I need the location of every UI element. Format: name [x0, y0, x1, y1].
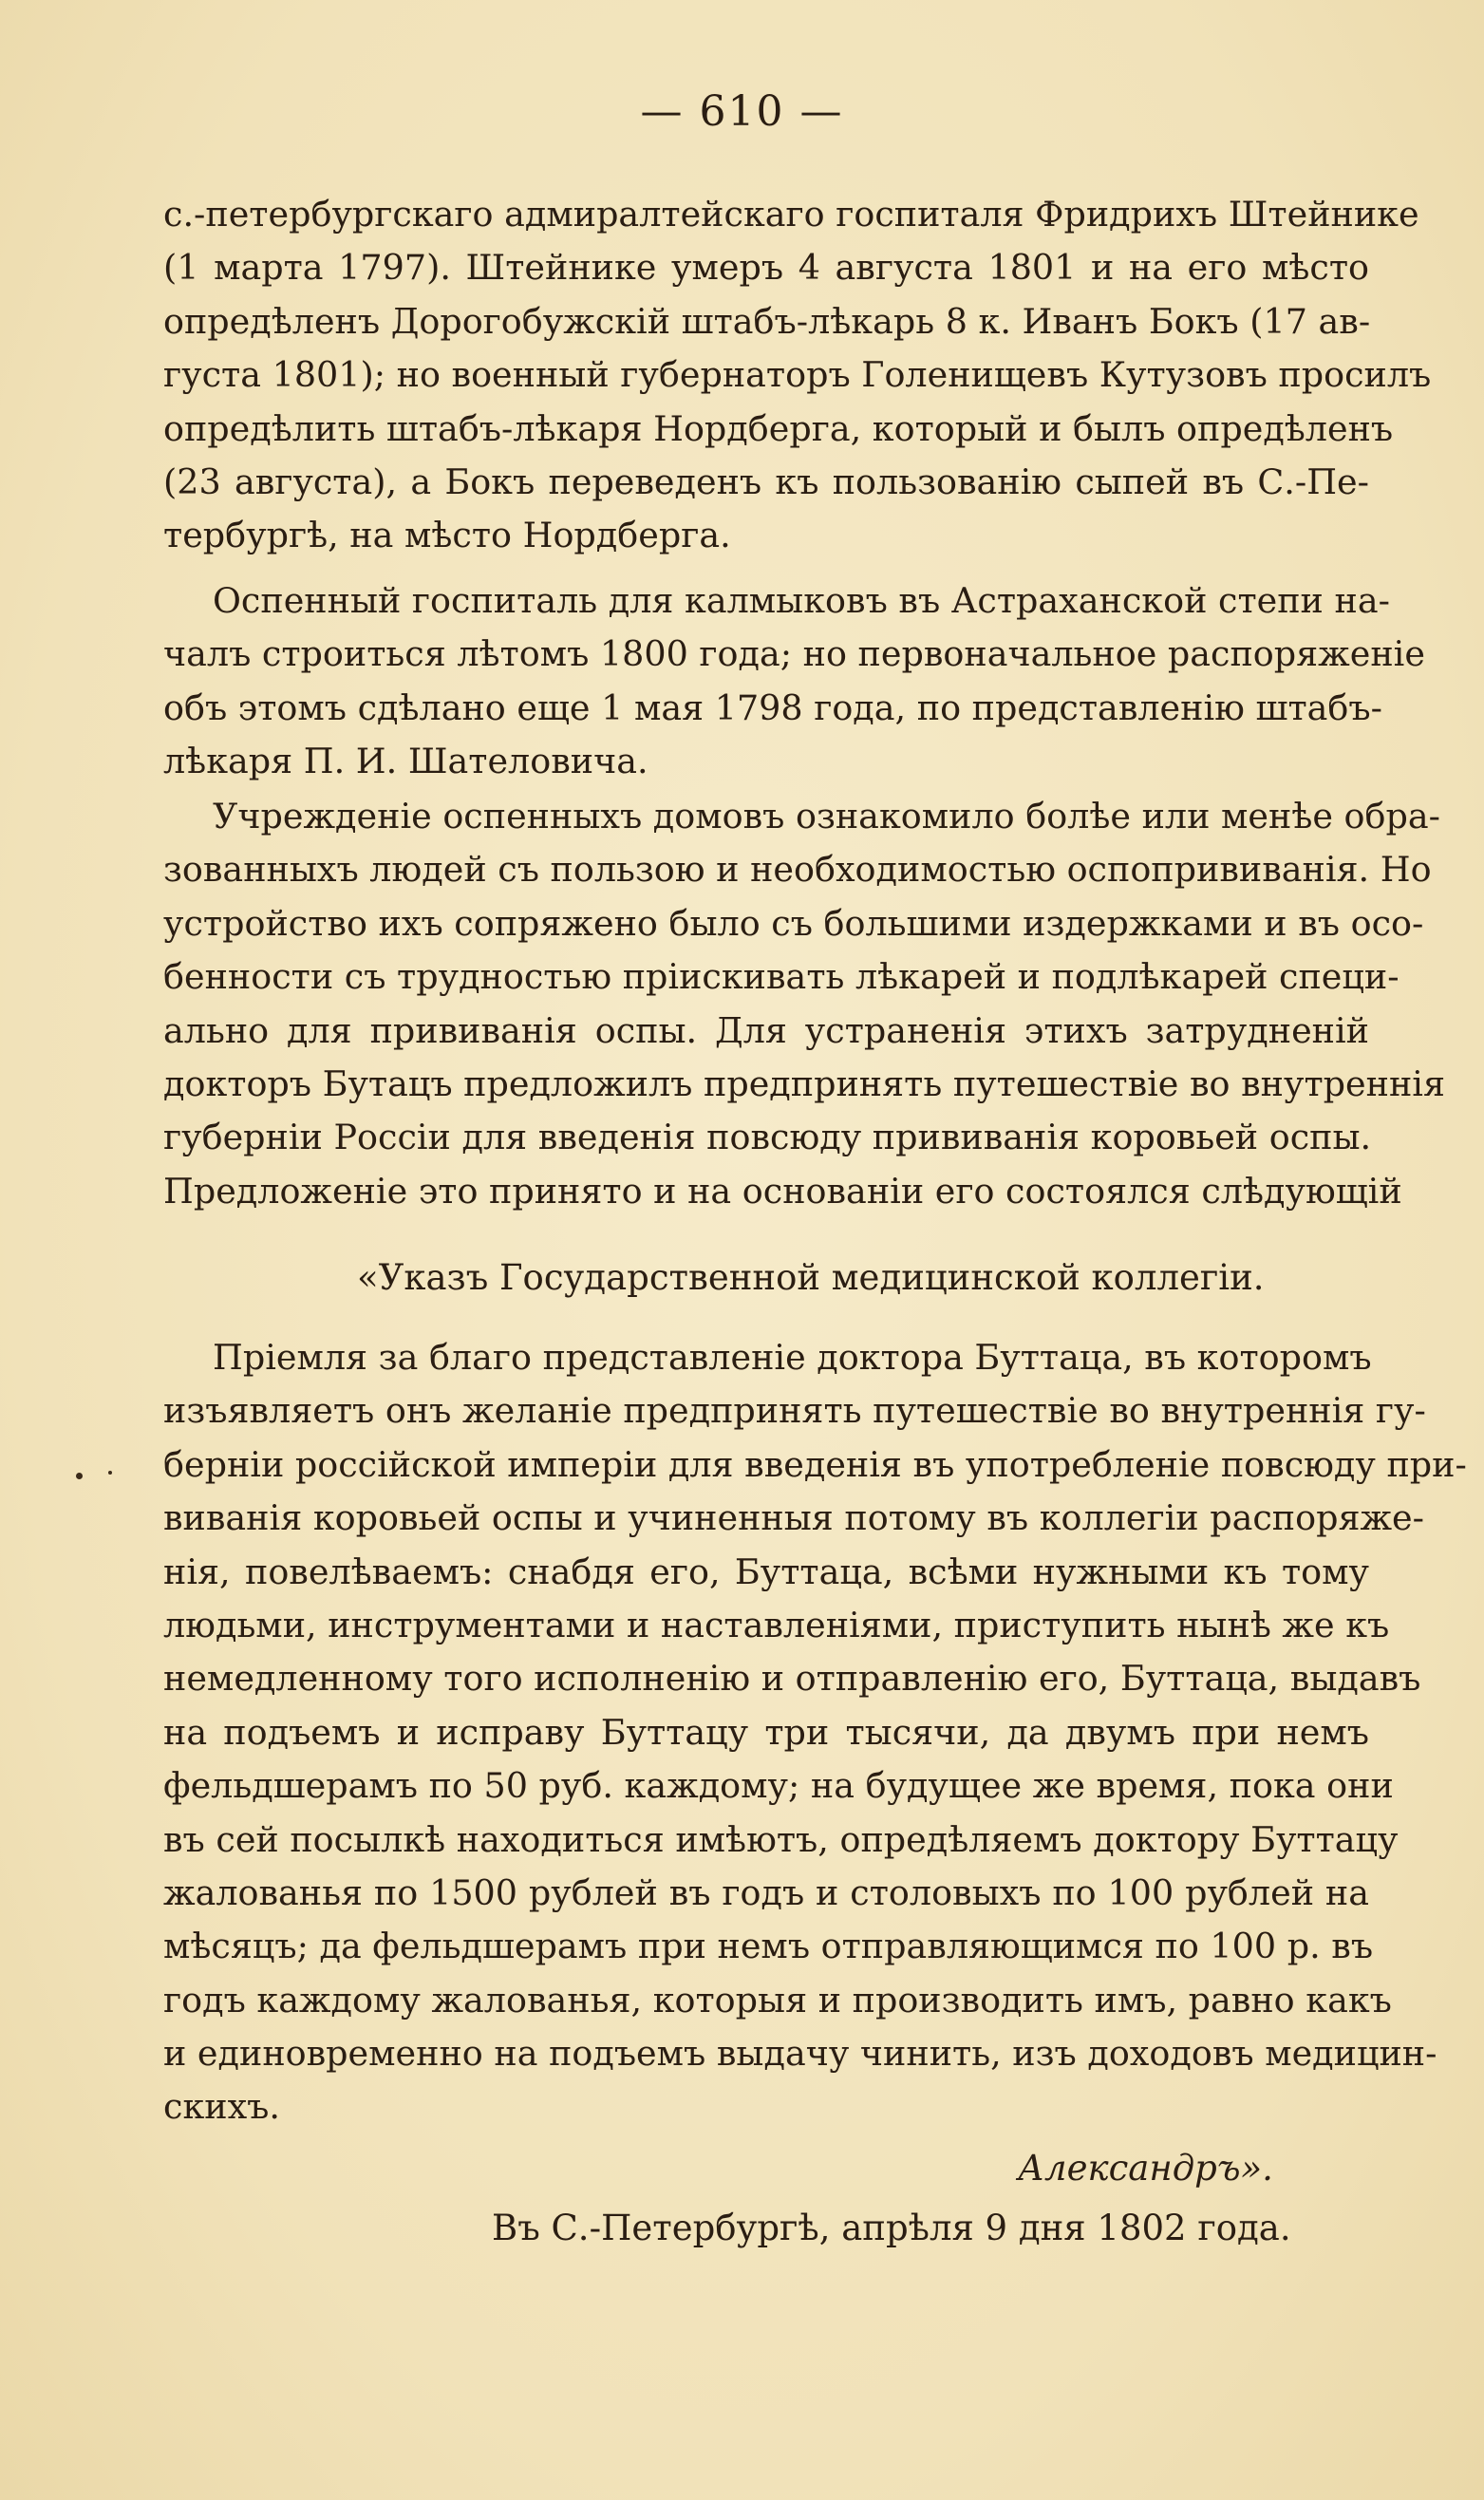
text-line: с.-петербургскаго адмиралтейскаго госпиталя Фридрихъ Штейнике	[163, 194, 1419, 235]
text-line: людьми, инструментами и наставленіями, приступить нынѣ же къ	[163, 1604, 1390, 1645]
text-line: (1 марта 1797). Штейнике умеръ 4 августа 1801 и на его мѣсто	[163, 247, 1369, 289]
text-line: Оспенный госпиталь для калмыковъ въ Астраханской степи на-	[213, 580, 1390, 621]
text-line: годъ каждому жалованья, которыя и производить имъ, равно какъ	[163, 1979, 1392, 2021]
text-line: лѣкаря П. И. Шателовича.	[163, 741, 648, 782]
text-line: фельдшерамъ по 50 руб. каждому; на будущее же время, пока они	[163, 1765, 1394, 1807]
text-line: въ сей посылкѣ находиться имѣютъ, опредѣляемъ доктору Буттацу	[163, 1818, 1399, 1860]
text-line: и единовременно на подъемъ выдачу чинить, изъ доходовъ медицин-	[163, 2033, 1437, 2075]
text-line: ально для прививанія оспы. Для устраненія этихъ затрудненій	[163, 1009, 1369, 1051]
text-line: бенности съ трудностью пріискивать лѣкарей и подлѣкарей специ-	[163, 956, 1399, 998]
text-line: изъявляетъ онъ желаніе предпринять путешествіе во внутреннія гу-	[163, 1390, 1426, 1432]
text-line: скихъ.	[163, 2086, 280, 2128]
text-line: зованныхъ людей съ пользою и необходимостью оспопрививанія. Но	[163, 849, 1432, 891]
paragraph-3	[163, 790, 1446, 1218]
text-line: опредѣлить штабъ-лѣкаря Нордберга, который и былъ опредѣленъ	[163, 407, 1394, 449]
text-line: виванія коровьей оспы и учиненныя потому въ коллегіи распоряже-	[163, 1497, 1424, 1539]
paragraph-2	[163, 574, 1425, 789]
page-number: — 610 —	[640, 87, 844, 136]
text-line: Предложеніе это принято и на основаніи его состоялся слѣдующій	[163, 1170, 1402, 1212]
text-line: Пріемля за благо представленіе доктора Буттаца, въ которомъ	[213, 1337, 1372, 1378]
paragraph-4	[163, 1331, 1467, 2134]
text-line: густа 1801); но военный губернаторъ Голенищевъ Кутузовъ просилъ	[163, 354, 1432, 396]
dateline: Въ С.-Петербургѣ, апрѣля 9 дня 1802 года.	[492, 2208, 1291, 2248]
text-line: тербургѣ, на мѣсто Нордберга.	[163, 515, 731, 556]
paragraph-1	[163, 188, 1432, 563]
decree-heading: «Указъ Государственной медицинской коллегіи.	[357, 1257, 1265, 1298]
ink-specks	[76, 1467, 133, 1486]
text-line: жалованья по 1500 рублей въ годъ и столовыхъ по 100 рублей на	[163, 1871, 1369, 1913]
text-line: нія, повелѣваемъ: снабдя его, Буттаца, всѣми нужными къ тому	[163, 1551, 1369, 1592]
text-line: Учрежденіе оспенныхъ домовъ ознакомило болѣе или менѣе обра-	[213, 796, 1440, 836]
text-line: берніи россійской имперіи для введенія въ употребленіе повсюду при-	[163, 1443, 1467, 1485]
text-line: объ этомъ сдѣлано еще 1 мая 1798 года, по представленію штабъ-	[163, 686, 1382, 728]
text-line: устройство ихъ сопряжено было съ большими издержками и въ осо-	[163, 902, 1424, 944]
text-line: на подъемъ и исправу Буттацу три тысячи, да двумъ при немъ	[163, 1711, 1369, 1753]
text-line: немедленному того исполненію и отправленію его, Буттаца, выдавъ	[163, 1658, 1421, 1700]
text-line: (23 августа), а Бокъ переведенъ къ пользованію сыпей въ С.-Пе-	[163, 461, 1369, 502]
text-line: чалъ строиться лѣтомъ 1800 года; но первоначальное распоряженіе	[163, 633, 1425, 675]
signature: Александръ».	[1018, 2148, 1273, 2189]
text-line: мѣсяцъ; да фельдшерамъ при немъ отправляющимся по 100 р. въ	[163, 1926, 1374, 1967]
text-line: губерніи Россіи для введенія повсюду прививанія коровьей оспы.	[163, 1117, 1372, 1158]
text-line: докторъ Бутацъ предложилъ предпринять путешествіе во внутреннія	[163, 1062, 1446, 1104]
text-line: опредѣленъ Дорогобужскій штабъ-лѣкарь 8 к. Иванъ Бокъ (17 ав-	[163, 300, 1371, 342]
